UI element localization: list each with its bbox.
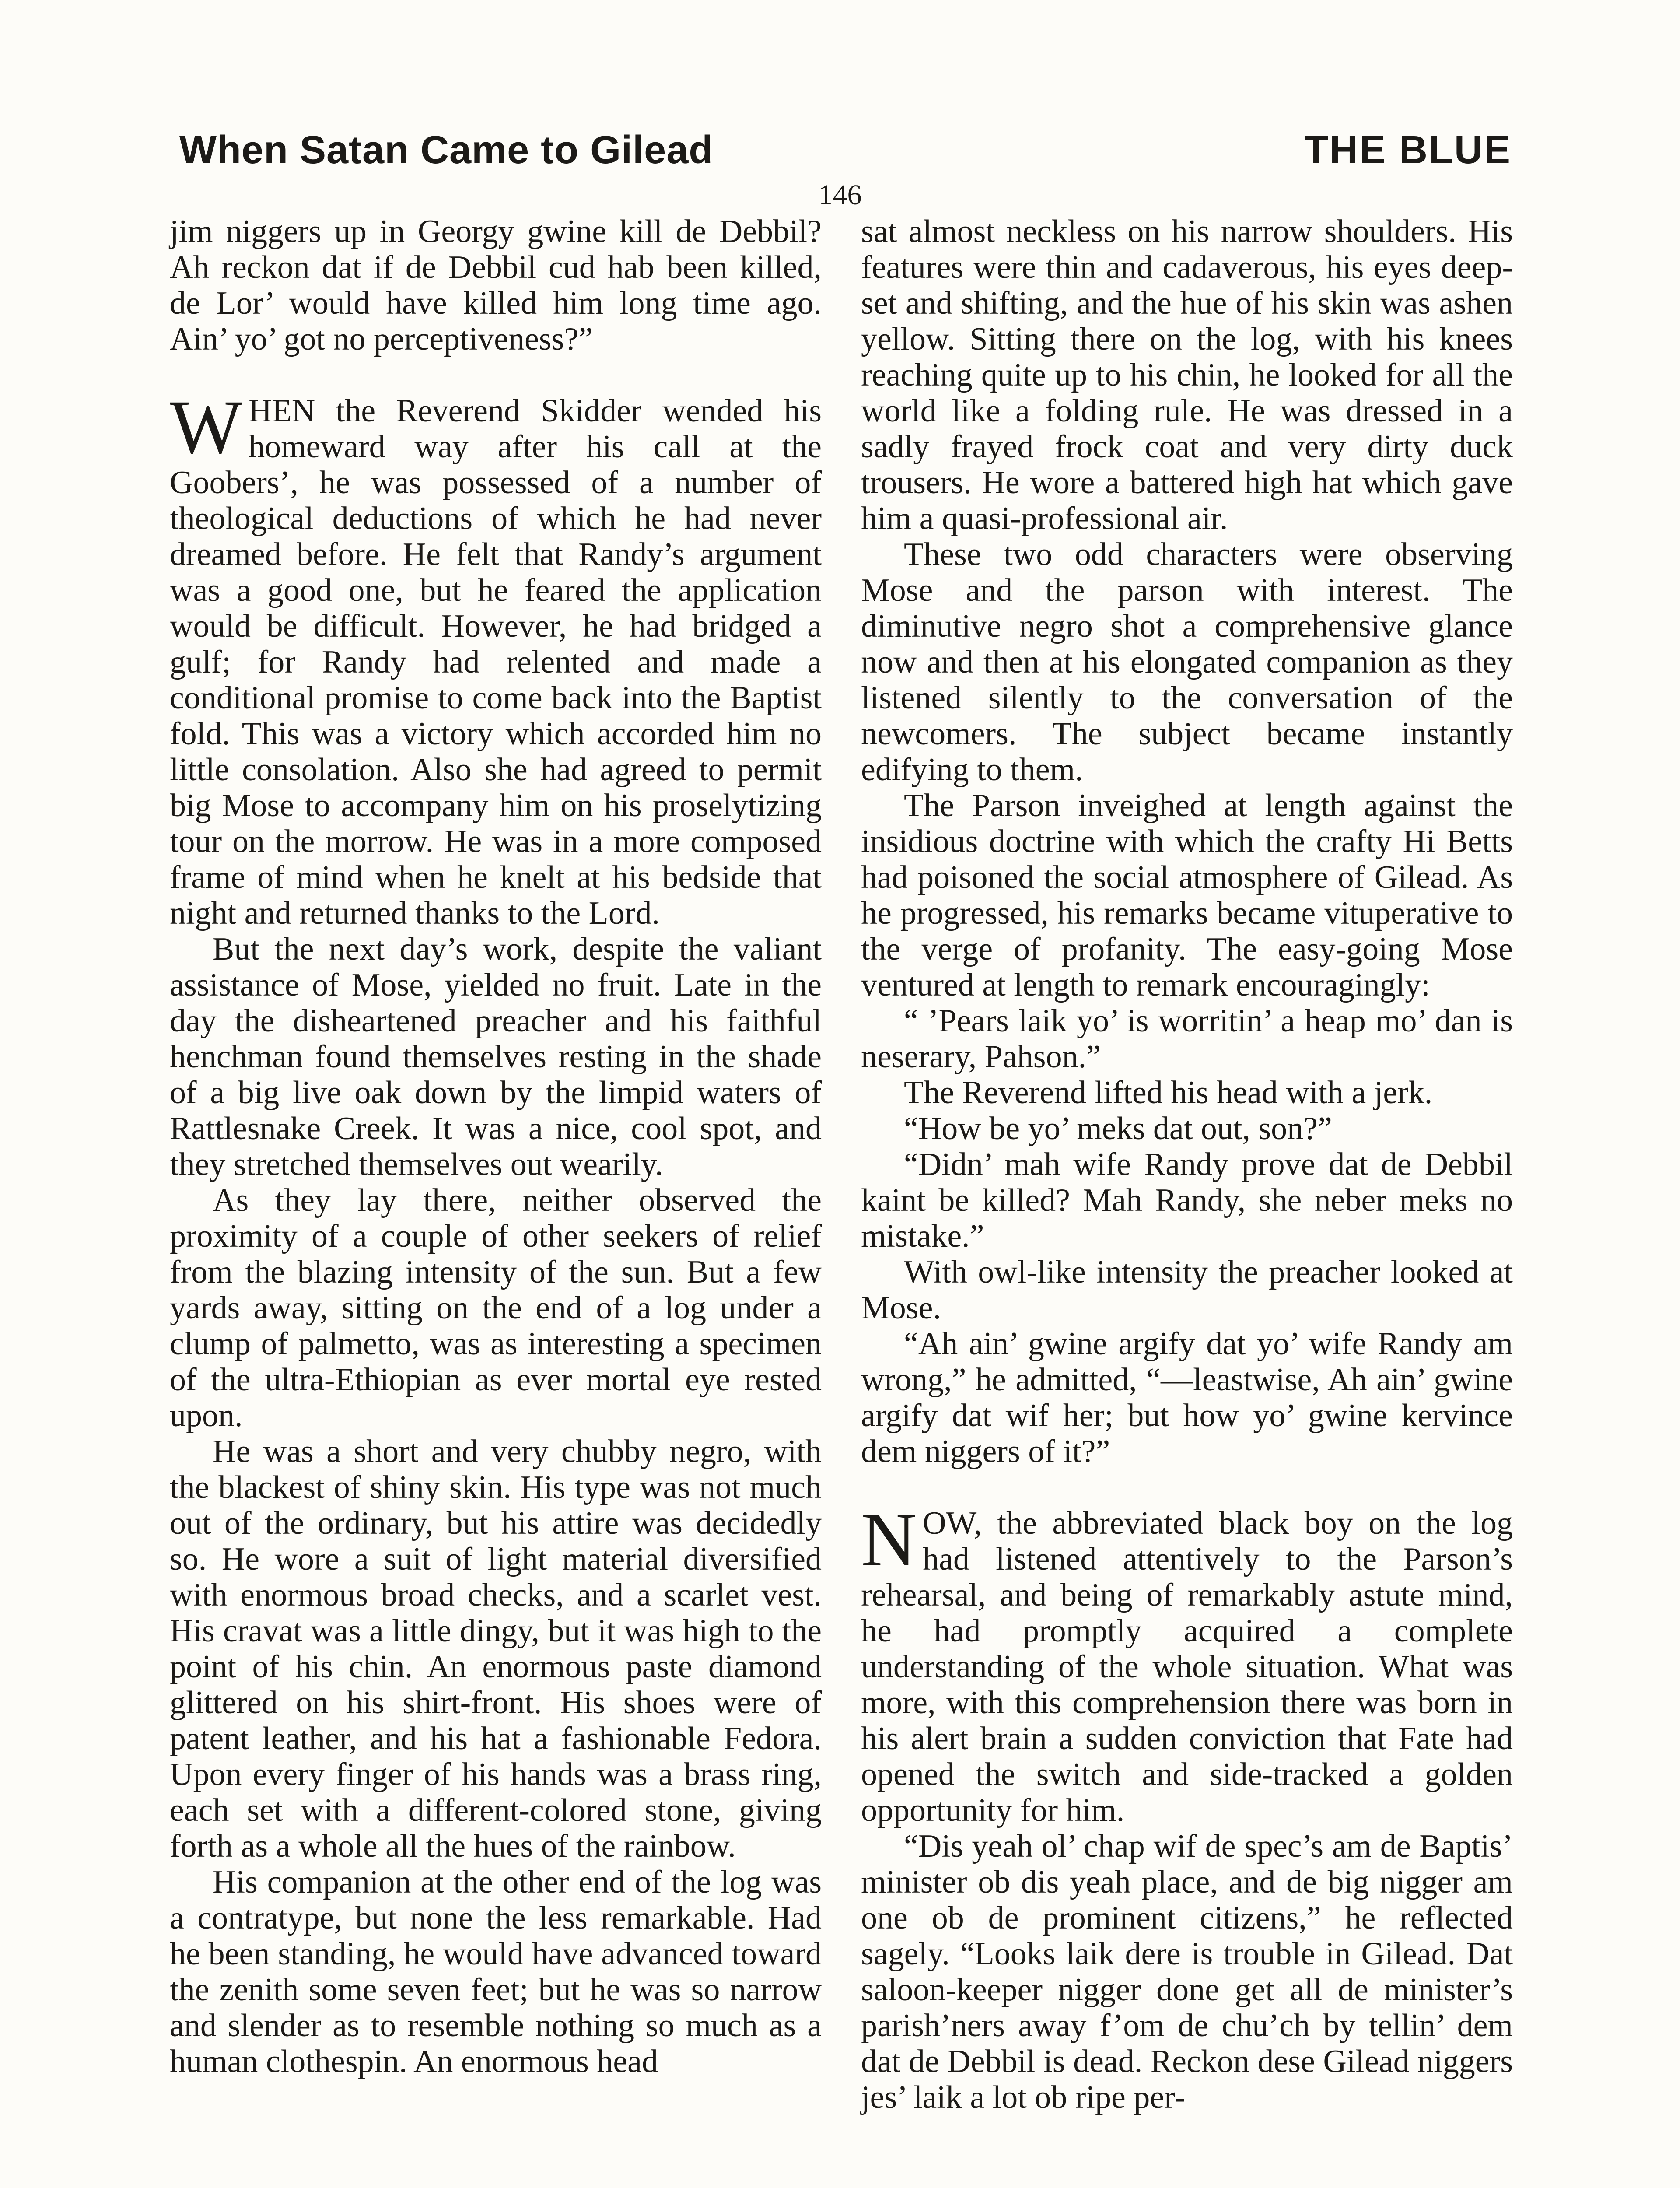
magazine-name: THE BLUE [1304, 128, 1512, 172]
paragraph: “ ’Pears laik yo’ is worritin’ a heap mo’ dan is neserary, Pahson.” [861, 1003, 1513, 1075]
paragraph: He was a short and very chubby negro, with the blackest of shiny skin. His type was not much out of the ordinary, but his attire was decidedly so. He wore a suit of light material diversified with enormous broad checks, and a scarlet vest. His cravat was a little dingy, but it was high to the point of his chin. An enormous paste diamond glittered on his shirt-front. His shoes were of patent leather, and his hat a fashionable Fedora. Upon every finger of his hands was a brass ring, each set with a different-colored stone, giving forth as a whole all the hues of the rainbow. [170, 1434, 822, 1864]
drop-cap: N [861, 1497, 917, 1582]
paragraph: But the next day’s work, despite the valiant assistance of Mose, yielded no fruit. Late in the day the disheartened preacher and his faithful henchman found themselves resting in the shade of a big live oak down by the limpid waters of Rattlesnake Creek. It was a nice, cool spot, and they stretched themselves out wearily. [170, 931, 822, 1182]
paragraph-text: HEN the Reverend Skidder wended his homeward way after his call at the Goobers’, he was possessed of a number of theological deductions of which he had never dreamed before. He felt that Randy’s argument was a good one, but he feared the application would be difficult. However, he had bridged a gulf; for Randy had relented and made a conditional promise to come back into the Baptist fold. This was a victory which accorded him no little consolation. Also she had agreed to permit big Mose to accompany him on his proselytizing tour on the morrow. He was in a more composed frame of mind when he knelt at his bedside that night and returned thanks to the Lord. [170, 393, 822, 931]
paragraph-text: OW, the abbreviated black boy on the log had listened attentively to the Parson’s rehearsal, and being of remarkably astute mind, he had promptly acquired a complete understanding of the whole situation. What was more, with this comprehension there was born in his alert brain a sudden conviction that Fate had opened the switch and side-tracked a golden opportunity for him. [861, 1505, 1513, 1828]
section-opening-paragraph [861, 1497, 1513, 1828]
page-number: 146 [818, 179, 862, 211]
paragraph: As they lay there, neither observed the proximity of a couple of other seekers of relief from the blazing intensity of the sun. But a few yards away, sitting on the end of a log under a clump of palmetto, was as interesting a specimen of the ultra-Ethiopian as ever mortal eye rested upon. [170, 1182, 822, 1434]
paragraph: The Reverend lifted his head with a jerk. [904, 1075, 1433, 1111]
paragraph: sat almost neckless on his narrow shoulders. His features were thin and cadaverous, his eyes deep-set and shifting, and the hue of his skin was ashen yellow. Sitting there on the log, with his knees reaching quite up to his chin, he looked for all the world like a folding rule. He was dressed in a sadly frayed frock coat and very dirty duck trousers. He wore a battered high hat which gave him a quasi-professional air. [861, 214, 1513, 536]
paragraph: “How be yo’ meks dat out, son?” [904, 1111, 1332, 1147]
paragraph: “Ah ain’ gwine argify dat yo’ wife Randy am wrong,” he admitted, “—leastwise, Ah ain’ gwine argify dat wif her; but how yo’ gwine kervince dem niggers of it?” [861, 1326, 1513, 1469]
article-title: When Satan Came to Gilead [179, 128, 714, 172]
section-opening-paragraph [170, 385, 822, 931]
paragraph: “Dis yeah ol’ chap wif de spec’s am de Baptis’ minister ob dis yeah place, and de big nigger am one ob de prominent citizens,” he reflected sagely. “Looks laik dere is trouble in Gilead. Dat saloon-keeper nigger done get all de minister’s parish’ners away f’om de chu’ch by tellin’ dem dat de Debbil is dead. Reckon dese Gilead niggers jes’ laik a lot ob ripe per- [861, 1828, 1513, 2115]
paragraph: “Didn’ mah wife Randy prove dat de Debbil kaint be killed? Mah Randy, she neber meks no mistake.” [861, 1147, 1513, 1254]
paragraph: With owl-like intensity the preacher looked at Mose. [861, 1254, 1513, 1326]
right-column [861, 214, 1513, 2115]
paragraph: The Parson inveighed at length against the insidious doctrine with which the crafty Hi Betts had poisoned the social atmosphere of Gilead. As he progressed, his remarks became vituperative to the verge of profanity. The easy-going Mose ventured at length to remark encouragingly: [861, 788, 1513, 1003]
drop-cap: W [170, 385, 243, 470]
paragraph: jim niggers up in Georgy gwine kill de Debbil? Ah reckon dat if de Debbil cud hab been killed, de Lor’ would have killed him long time ago. Ain’ yo’ got no perceptiveness?” [170, 214, 822, 357]
paragraph: His companion at the other end of the log was a contratype, but none the less remarkable. Had he been standing, he would have advanced toward the zenith some seven feet; but he was so narrow and slender as to resemble nothing so much as a human clothespin. An enormous head [170, 1864, 822, 2079]
left-column [170, 214, 822, 2079]
paragraph: These two odd characters were observing Mose and the parson with interest. The diminutive negro shot a comprehensive glance now and then at his elongated companion as they listened silently to the conversation of the newcomers. The subject became instantly edifying to them. [861, 536, 1513, 788]
